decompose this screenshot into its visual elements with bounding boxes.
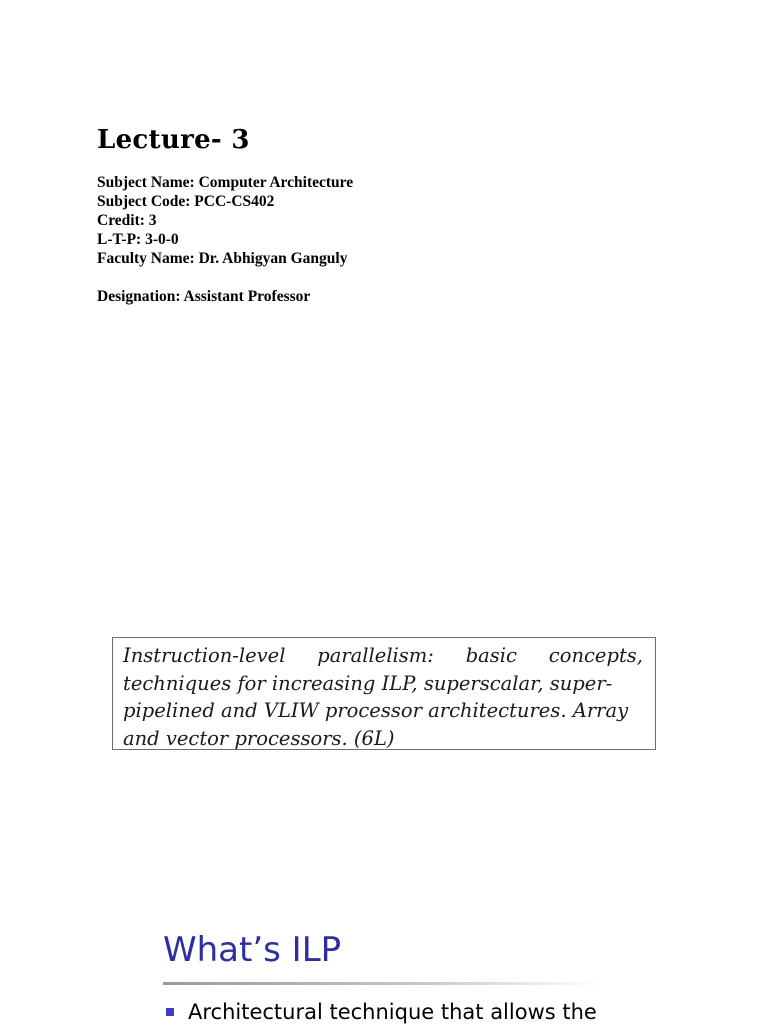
lecture-title: Lecture- 3 [97, 125, 250, 155]
subject-code: Subject Code: PCC-CS402 [97, 193, 275, 210]
spacer [97, 268, 353, 287]
slide-bullet-item [166, 998, 597, 1026]
designation: Designation: Assistant Professor [97, 288, 311, 305]
subject-name: Subject Name: Computer Architecture [97, 174, 354, 191]
course-info [97, 173, 353, 306]
syllabus-line-2: techniques for increasing ILP, superscalar, super- [123, 671, 613, 695]
syllabus-excerpt [112, 637, 656, 750]
syllabus-line-4: and vector processors. (6L) [123, 726, 395, 750]
syllabus-word: concepts, [548, 644, 643, 667]
syllabus-line-3: pipelined and VLIW processor architectures. Array [123, 699, 629, 722]
credit: Credit: 3 [97, 212, 157, 229]
syllabus-word: Instruction-level [123, 644, 286, 667]
slide-divider [163, 982, 603, 985]
faculty-name: Faculty Name: Dr. Abhigyan Ganguly [97, 250, 348, 267]
square-bullet-icon [166, 1008, 174, 1016]
syllabus-word: parallelism: [317, 644, 434, 667]
slide-title: What’s ILP [163, 930, 342, 970]
syllabus-word: basic [465, 644, 517, 667]
syllabus-line-1 [123, 642, 643, 670]
ltp: L-T-P: 3-0-0 [97, 231, 179, 248]
slide-bullet-text: Architectural technique that allows the [188, 1000, 597, 1024]
